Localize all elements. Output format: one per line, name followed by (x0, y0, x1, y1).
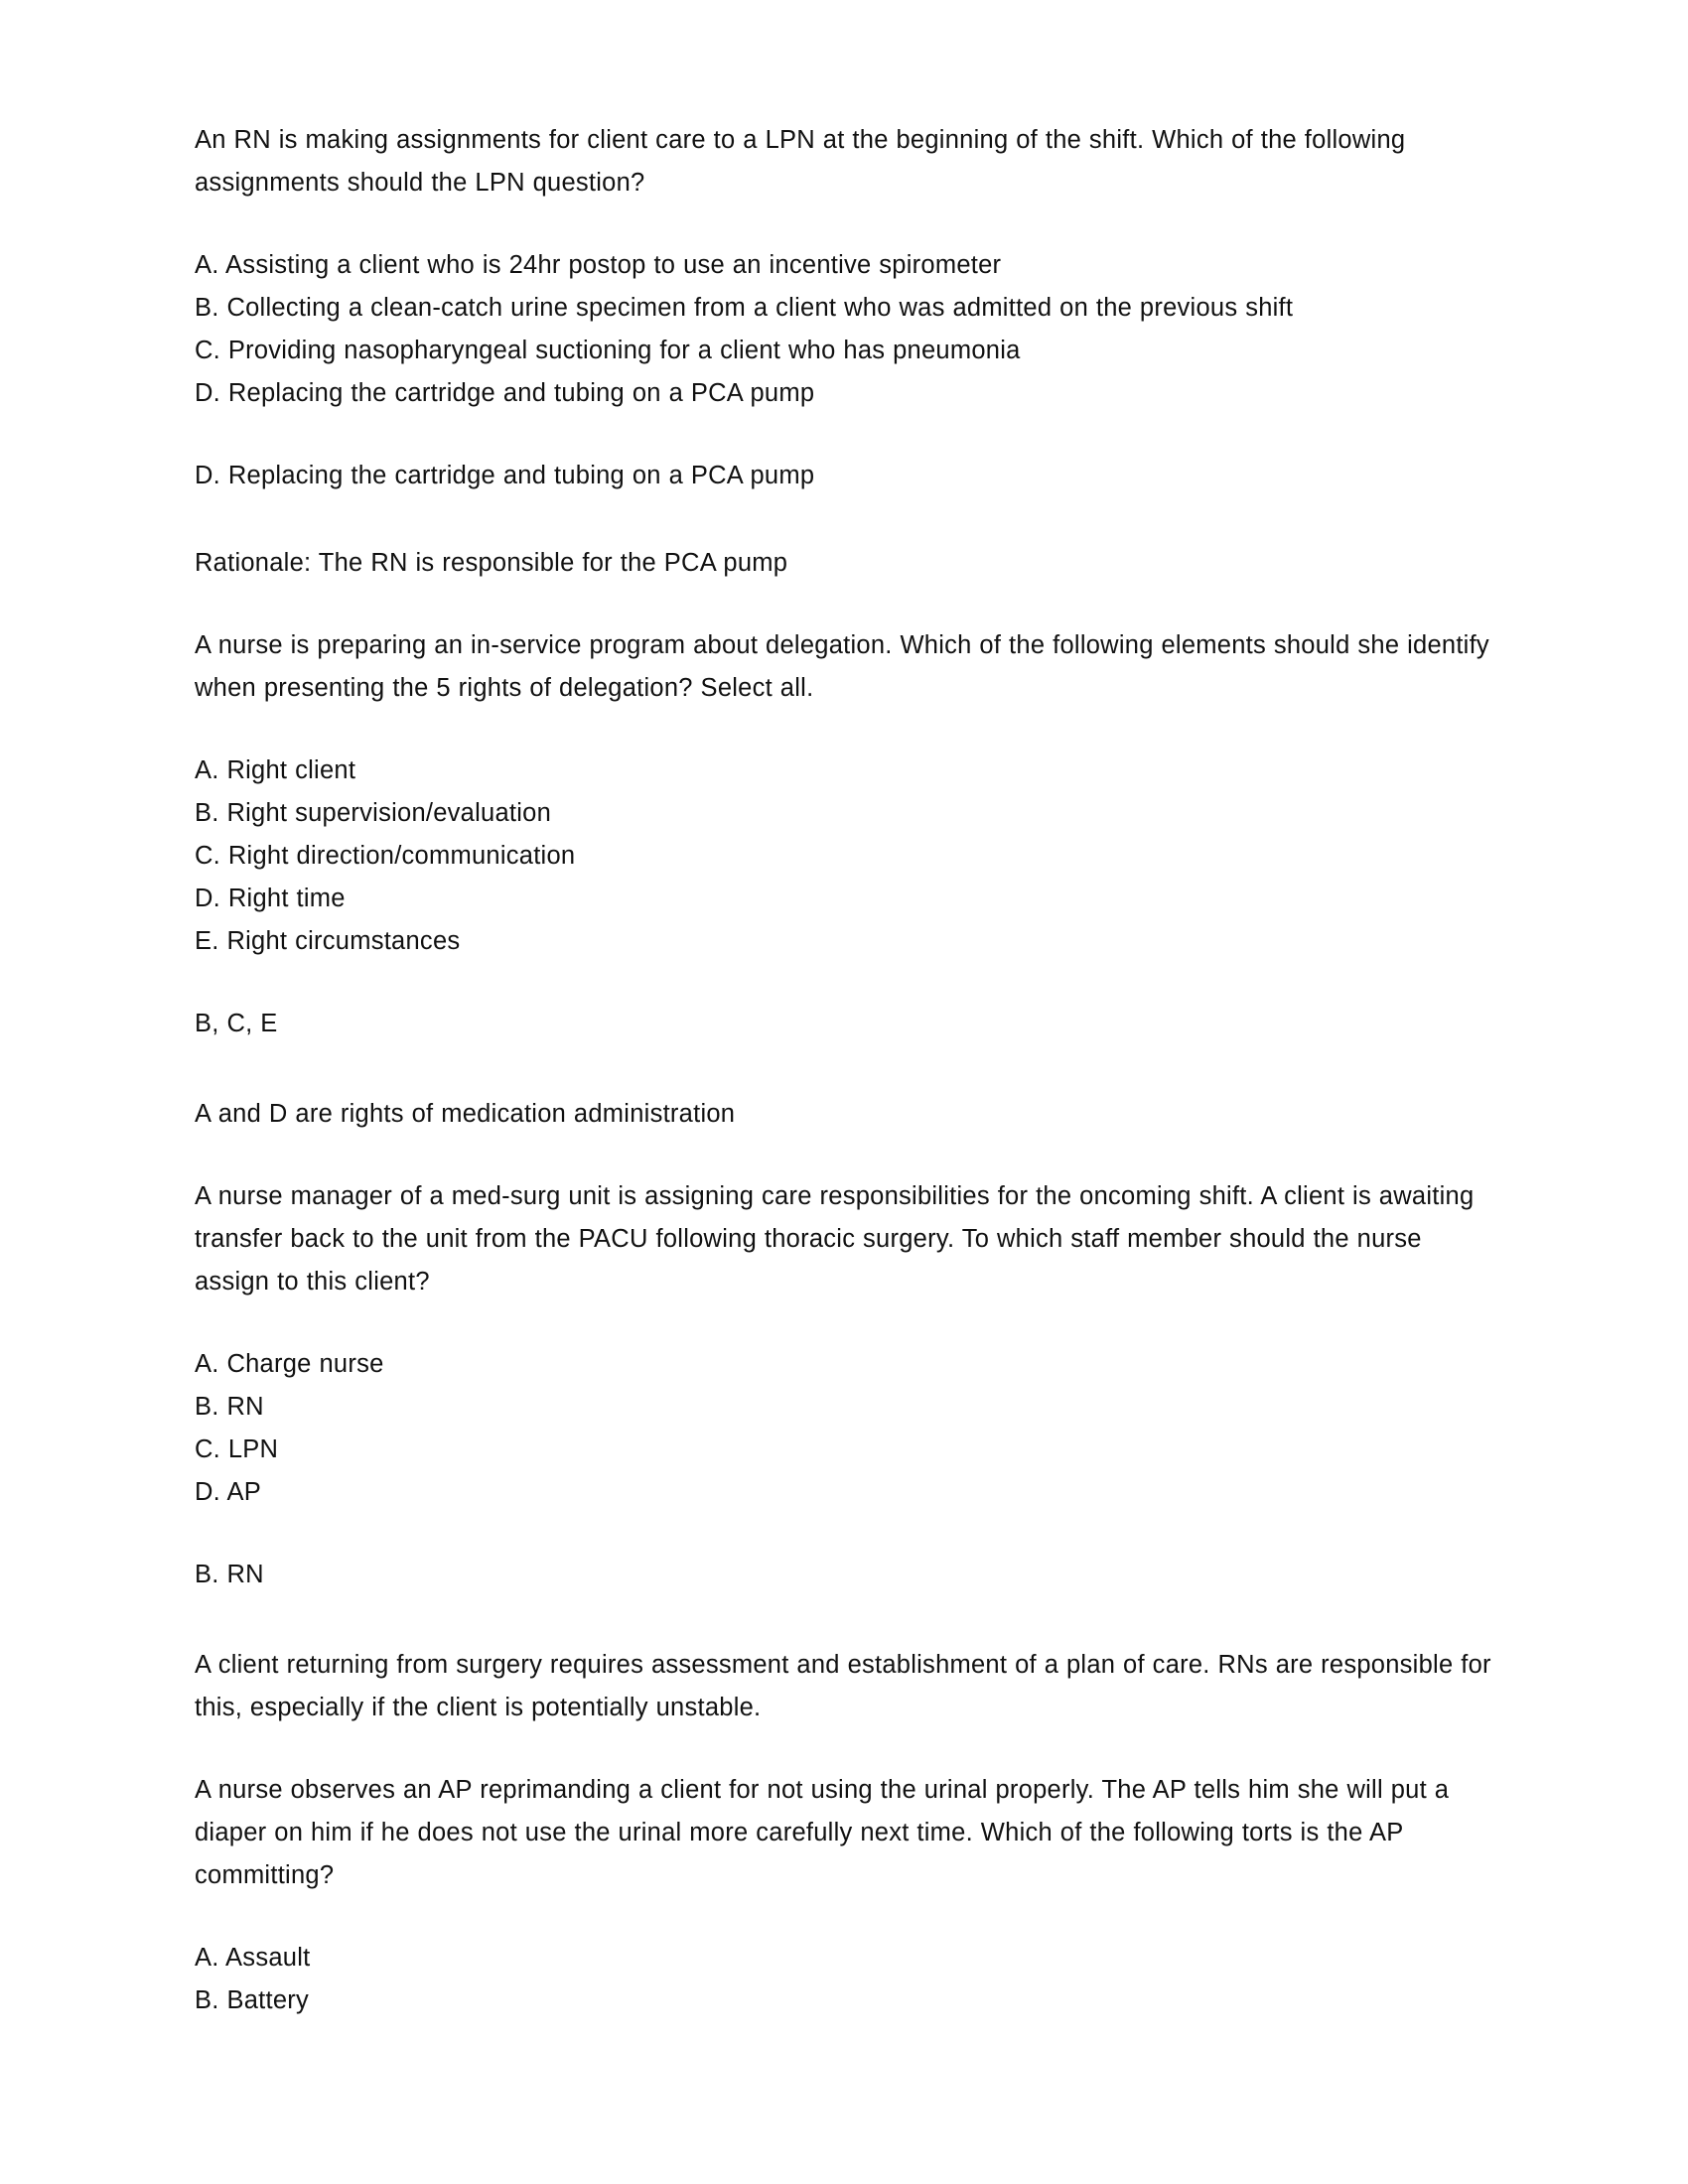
option-item[interactable]: B. Collecting a clean-catch urine specimen from a client who was admitted on the previous shift (195, 294, 1294, 322)
document-body (195, 119, 1495, 2022)
spacer (195, 585, 1495, 624)
question-1-answer: D. Replacing the cartridge and tubing on a PCA pump (195, 462, 815, 489)
question-4-stem: A nurse observes an AP reprimanding a client for not using the urinal properly. The AP tells him she will put a diaper on him if he does not use the urinal more carefully next time. Which of the following torts is the AP committing? (195, 1776, 1450, 1889)
spacer (195, 415, 1495, 455)
question-2-options (195, 750, 1495, 963)
question-3-rationale: A client returning from surgery requires assessment and establishment of a plan of care. RNs are responsible for this, especially if the client is potentially unstable. (195, 1651, 1491, 1721)
question-3-options (195, 1343, 1495, 1514)
question-3 (195, 1175, 1495, 1729)
option-item[interactable]: D. Right time (195, 885, 346, 912)
option-item[interactable]: C. Providing nasopharyngeal suctioning for a client who has pneumonia (195, 337, 1021, 364)
option-item[interactable]: A. Charge nurse (195, 1350, 384, 1378)
spacer (195, 205, 1495, 244)
question-4 (195, 1769, 1495, 2022)
spacer (195, 1514, 1495, 1554)
question-4-options (195, 1937, 1495, 2022)
question-2-stem: A nurse is preparing an in-service program about delegation. Which of the following elements should she identify when presenting the 5 rights of delegation? Select all. (195, 631, 1489, 702)
option-item[interactable]: C. Right direction/communication (195, 842, 576, 870)
spacer (195, 1303, 1495, 1343)
question-2-rationale: A and D are rights of medication administration (195, 1100, 736, 1128)
spacer (195, 710, 1495, 750)
question-3-stem: A nurse manager of a med-surg unit is assigning care responsibilities for the oncoming shift. A client is awaiting transfer back to the unit from the PACU following thoracic surgery. To which staff member should the nurse assign to this client? (195, 1182, 1475, 1296)
option-item[interactable]: D. Replacing the cartridge and tubing on a PCA pump (195, 379, 815, 407)
spacer (195, 1729, 1495, 1769)
spacer (195, 1897, 1495, 1937)
spacer (195, 497, 1495, 542)
option-item[interactable]: B. Battery (195, 1986, 310, 2014)
question-2 (195, 624, 1495, 1136)
question-1 (195, 119, 1495, 585)
spacer (195, 1136, 1495, 1175)
spacer (195, 963, 1495, 1003)
spacer (195, 1596, 1495, 1644)
option-item[interactable]: B. Right supervision/evaluation (195, 799, 552, 827)
question-3-answer: B. RN (195, 1561, 264, 1588)
option-item[interactable]: B. RN (195, 1393, 264, 1421)
spacer (195, 1045, 1495, 1093)
question-2-answer: B, C, E (195, 1010, 278, 1037)
option-item[interactable]: C. LPN (195, 1435, 279, 1463)
option-item[interactable]: A. Assisting a client who is 24hr postop to use an incentive spirometer (195, 251, 1002, 279)
option-item[interactable]: A. Assault (195, 1944, 311, 1972)
option-item[interactable]: E. Right circumstances (195, 927, 461, 955)
question-1-rationale: Rationale: The RN is responsible for the PCA pump (195, 549, 788, 577)
option-item[interactable]: D. AP (195, 1478, 261, 1506)
option-item[interactable]: A. Right client (195, 756, 356, 784)
question-1-stem: An RN is making assignments for client care to a LPN at the beginning of the shift. Which of the following assignments should the LPN question? (195, 126, 1406, 197)
question-1-options (195, 244, 1495, 415)
